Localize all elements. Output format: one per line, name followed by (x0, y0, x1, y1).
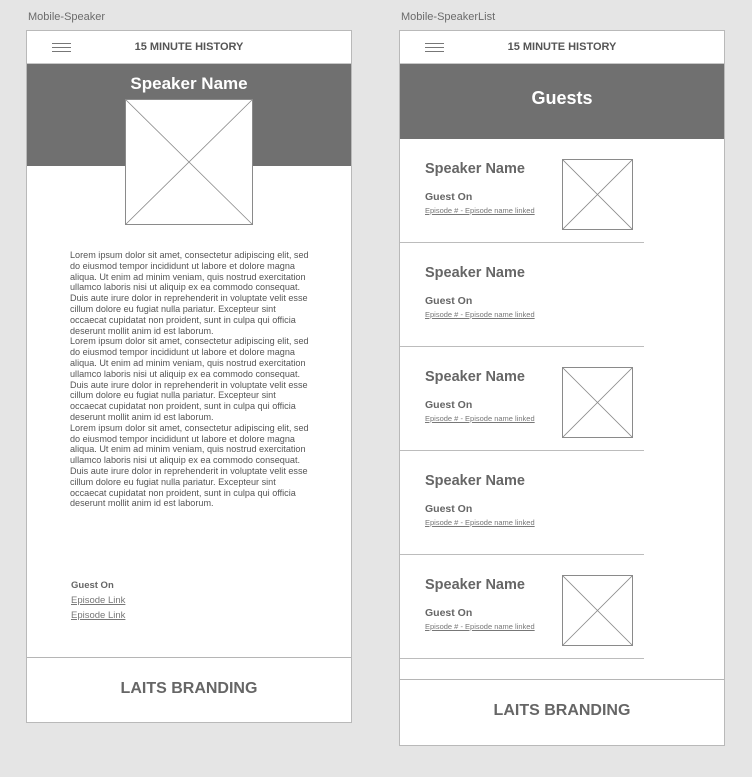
speaker-list-item[interactable] (400, 347, 644, 451)
speaker-name[interactable]: Speaker Name (425, 473, 525, 489)
artboard-label-speaker: Mobile-Speaker (28, 11, 106, 23)
guest-on-label: Guest On (425, 399, 473, 411)
speaker-name[interactable]: Speaker Name (425, 161, 525, 177)
episode-link[interactable]: Episode Link (71, 610, 126, 621)
branding-label: LAITS BRANDING (493, 702, 631, 719)
guest-on-heading: Guest On (71, 580, 114, 591)
speaker-list-artboard (399, 30, 725, 746)
top-nav-bar (27, 31, 351, 64)
app-title[interactable]: 15 MINUTE HISTORY (507, 41, 617, 53)
bio-paragraph: Lorem ipsum dolor sit amet, consectetur adipiscing elit, sed do eiusmod tempor incididunt ut labore et dolore magna aliqua. Ut enim ad minim veniam, quis nostrud exercitation ullamco laboris nisi ut aliquip ex ea commodo consequat. Duis aute irure dolor in reprehenderit in voluptate velit esse cillum dolore eu fugiat nulla pariatur. Excepteur sint occaecat cupidatat non proident, sunt in culpa qui officia deserunt mollit anim id est laborum. (70, 422, 309, 509)
artboard-label-speaker-list: Mobile-SpeakerList (401, 11, 496, 23)
bio-paragraph: Lorem ipsum dolor sit amet, consectetur adipiscing elit, sed do eiusmod tempor incididunt ut labore et dolore magna aliqua. Ut enim ad minim veniam, quis nostrud exercitation ullamco laboris nisi ut aliquip ex ea commodo consequat. Duis aute irure dolor in reprehenderit in voluptate velit esse cillum dolore eu fugiat nulla pariatur. Excepteur sint occaecat cupidatat non proident, sunt in culpa qui officia deserunt mollit anim id est laborum. (70, 336, 309, 422)
episode-link[interactable]: Episode # - Episode name linked (425, 206, 535, 215)
image-placeholder-icon (562, 575, 633, 646)
guest-on-label: Guest On (425, 295, 473, 307)
episode-link[interactable]: Episode # - Episode name linked (425, 310, 535, 319)
speaker-bio (70, 250, 310, 509)
episode-link[interactable]: Episode # - Episode name linked (425, 622, 535, 631)
app-title[interactable]: 15 MINUTE HISTORY (134, 41, 244, 53)
episode-link[interactable]: Episode # - Episode name linked (425, 414, 535, 423)
episode-link[interactable]: Episode # - Episode name linked (425, 518, 535, 527)
episode-link[interactable]: Episode Link (71, 595, 126, 606)
speaker-list-item[interactable] (400, 139, 644, 243)
speaker-name-heading: Speaker Name (130, 74, 248, 93)
speaker-list-item[interactable] (400, 555, 644, 659)
guest-on-label: Guest On (425, 607, 473, 619)
branding-label: LAITS BRANDING (120, 680, 258, 697)
image-placeholder-icon (562, 159, 633, 230)
speaker-name[interactable]: Speaker Name (425, 369, 525, 385)
bio-paragraph: Lorem ipsum dolor sit amet, consectetur adipiscing elit, sed do eiusmod tempor incididunt ut labore et dolore magna aliqua. Ut enim ad minim veniam, quis nostrud exercitation ullamco laboris nisi ut aliquip ex ea commodo consequat. Duis aute irure dolor in reprehenderit in voluptate velit esse cillum dolore eu fugiat nulla pariatur. Excepteur sint occaecat cupidatat non proident, sunt in culpa qui officia deserunt mollit anim id est laborum. (70, 250, 309, 336)
branding-footer (26, 657, 352, 723)
branding-footer (399, 679, 725, 746)
guests-heading: Guests (531, 88, 593, 108)
image-placeholder-icon (125, 99, 253, 225)
speaker-list-item[interactable] (400, 451, 644, 555)
speaker-name[interactable]: Speaker Name (425, 577, 525, 593)
speaker-list-item[interactable] (400, 243, 644, 347)
speaker-artboard (26, 30, 352, 723)
guest-on-label: Guest On (425, 191, 473, 203)
image-placeholder-icon (562, 367, 633, 438)
top-nav-bar (400, 31, 724, 64)
guests-header-banner (400, 64, 724, 139)
guest-on-label: Guest On (425, 503, 473, 515)
speaker-name[interactable]: Speaker Name (425, 265, 525, 281)
